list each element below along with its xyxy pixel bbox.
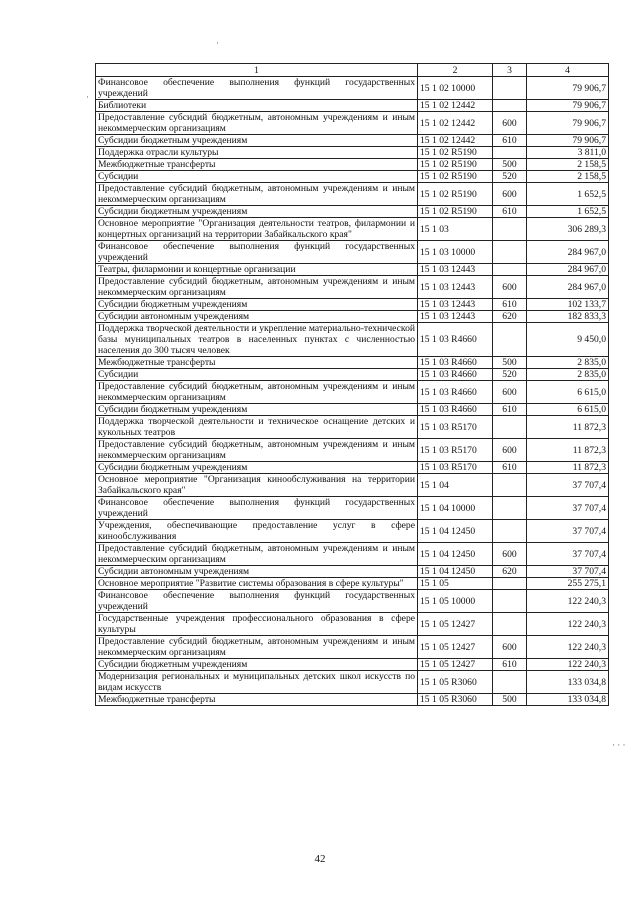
table-row [96, 381, 609, 404]
row-expense-type [493, 218, 527, 241]
row-name: Библиотеки [96, 100, 418, 112]
row-name: Субсидии [96, 369, 418, 381]
header-row [96, 64, 609, 77]
row-code: 15 1 03 12443 [418, 276, 493, 299]
row-code: 15 1 02 12442 [418, 100, 493, 112]
scan-speck: · [216, 38, 219, 48]
row-name: Государственные учреждения профессионального образования в сфере культуры [96, 613, 418, 636]
row-expense-type: 610 [493, 135, 527, 147]
row-amount: 37 707,4 [527, 520, 609, 543]
row-expense-type: 600 [493, 381, 527, 404]
row-code: 15 1 02 R5190 [418, 171, 493, 183]
row-expense-type [493, 671, 527, 694]
row-code: 15 1 04 10000 [418, 497, 493, 520]
table-row [96, 171, 609, 183]
row-expense-type: 500 [493, 694, 527, 706]
table-row [96, 566, 609, 578]
table-row [96, 671, 609, 694]
row-name: Субсидии бюджетным учреждениям [96, 462, 418, 474]
table-row [96, 183, 609, 206]
row-name: Финансовое обеспечение выполнения функций государственных учреждений [96, 497, 418, 520]
table-row [96, 590, 609, 613]
row-amount: 79 906,7 [527, 77, 609, 100]
row-amount: 2 158,5 [527, 171, 609, 183]
row-code: 15 1 04 12450 [418, 566, 493, 578]
table-row [96, 311, 609, 323]
row-expense-type: 500 [493, 159, 527, 171]
row-code: 15 1 05 12427 [418, 659, 493, 671]
row-amount: 122 240,3 [527, 659, 609, 671]
table-row [96, 135, 609, 147]
row-code: 15 1 02 R5190 [418, 183, 493, 206]
row-amount: 122 240,3 [527, 613, 609, 636]
row-code: 15 1 03 R5170 [418, 416, 493, 439]
row-amount: 2 835,0 [527, 357, 609, 369]
budget-table [95, 63, 609, 706]
row-amount: 9 450,0 [527, 323, 609, 357]
row-code: 15 1 02 R5190 [418, 147, 493, 159]
table-row [96, 276, 609, 299]
row-expense-type: 600 [493, 636, 527, 659]
row-expense-type [493, 323, 527, 357]
row-expense-type [493, 590, 527, 613]
row-name: Предоставление субсидий бюджетным, автономным учреждениям и иным некоммерческим организациям [96, 276, 418, 299]
row-amount: 6 615,0 [527, 381, 609, 404]
row-code: 15 1 03 R4660 [418, 357, 493, 369]
row-code: 15 1 03 R4660 [418, 381, 493, 404]
row-code: 15 1 04 [418, 474, 493, 497]
table-row [96, 241, 609, 264]
row-expense-type: 600 [493, 439, 527, 462]
row-amount: 79 906,7 [527, 112, 609, 135]
row-code: 15 1 04 12450 [418, 543, 493, 566]
scan-speck: · · · [612, 740, 626, 750]
row-amount: 37 707,4 [527, 474, 609, 497]
row-code: 15 1 02 R5190 [418, 159, 493, 171]
row-code: 15 1 05 12427 [418, 636, 493, 659]
row-name: Основное мероприятие "Развитие системы образования в сфере культуры" [96, 578, 418, 590]
row-name: Субсидии бюджетным учреждениям [96, 206, 418, 218]
table-row [96, 323, 609, 357]
table-row [96, 218, 609, 241]
row-name: Межбюджетные трансферты [96, 357, 418, 369]
row-amount: 11 872,3 [527, 462, 609, 474]
row-expense-type: 620 [493, 311, 527, 323]
row-amount: 79 906,7 [527, 135, 609, 147]
row-code: 15 1 03 12443 [418, 299, 493, 311]
row-expense-type: 620 [493, 566, 527, 578]
row-code: 15 1 02 10000 [418, 77, 493, 100]
row-expense-type [493, 77, 527, 100]
row-expense-type: 600 [493, 112, 527, 135]
row-code: 15 1 03 12443 [418, 264, 493, 276]
row-amount: 284 967,0 [527, 241, 609, 264]
row-amount: 11 872,3 [527, 416, 609, 439]
row-code: 15 1 03 12443 [418, 311, 493, 323]
table-row [96, 474, 609, 497]
table-row [96, 543, 609, 566]
row-expense-type [493, 264, 527, 276]
table-row [96, 357, 609, 369]
row-name: Финансовое обеспечение выполнения функций государственных учреждений [96, 77, 418, 100]
row-amount: 133 034,8 [527, 694, 609, 706]
row-code: 15 1 02 12442 [418, 135, 493, 147]
row-amount: 122 240,3 [527, 590, 609, 613]
row-amount: 79 906,7 [527, 100, 609, 112]
row-name: Предоставление субсидий бюджетным, автономным учреждениям и иным некоммерческим организациям [96, 112, 418, 135]
table-row [96, 578, 609, 590]
row-expense-type: 610 [493, 659, 527, 671]
row-expense-type: 500 [493, 357, 527, 369]
row-name: Поддержка отрасли культуры [96, 147, 418, 159]
table-row [96, 112, 609, 135]
row-name: Основное мероприятие "Организация кинообслуживания на территории Забайкальского края" [96, 474, 418, 497]
row-expense-type [493, 100, 527, 112]
row-amount: 284 967,0 [527, 276, 609, 299]
table-row [96, 159, 609, 171]
row-name: Поддержка творческой деятельности и укрепление материально-технической базы муниципальных театров в населенных пунктах с численностью населения до 300 тысяч человек [96, 323, 418, 357]
row-name: Предоставление субсидий бюджетным, автономным учреждениям и иным некоммерческим организациям [96, 439, 418, 462]
scan-speck: · [86, 92, 89, 102]
row-name: Межбюджетные трансферты [96, 159, 418, 171]
row-name: Субсидии бюджетным учреждениям [96, 404, 418, 416]
row-name: Субсидии бюджетным учреждениям [96, 299, 418, 311]
row-code: 15 1 03 R4660 [418, 323, 493, 357]
row-expense-type [493, 578, 527, 590]
row-amount: 6 615,0 [527, 404, 609, 416]
table-row [96, 439, 609, 462]
row-name: Межбюджетные трансферты [96, 694, 418, 706]
row-code: 15 1 05 12427 [418, 613, 493, 636]
row-expense-type: 600 [493, 183, 527, 206]
row-name: Предоставление субсидий бюджетным, автономным учреждениям и иным некоммерческим организациям [96, 381, 418, 404]
row-name: Театры, филармонии и концертные организации [96, 264, 418, 276]
row-code: 15 1 04 12450 [418, 520, 493, 543]
table-row [96, 404, 609, 416]
row-amount: 306 289,3 [527, 218, 609, 241]
row-expense-type: 610 [493, 462, 527, 474]
row-expense-type: 520 [493, 171, 527, 183]
row-code: 15 1 05 10000 [418, 590, 493, 613]
table-row [96, 613, 609, 636]
row-amount: 2 835,0 [527, 369, 609, 381]
table-row [96, 299, 609, 311]
row-expense-type: 610 [493, 404, 527, 416]
row-amount: 2 158,5 [527, 159, 609, 171]
row-name: Модернизация региональных и муниципальных детских школ искусств по видам искусств [96, 671, 418, 694]
row-expense-type: 610 [493, 299, 527, 311]
table-row [96, 636, 609, 659]
row-code: 15 1 03 R5170 [418, 462, 493, 474]
row-code: 15 1 03 R4660 [418, 404, 493, 416]
row-expense-type [493, 497, 527, 520]
row-amount: 3 811,0 [527, 147, 609, 159]
row-code: 15 1 03 [418, 218, 493, 241]
row-amount: 11 872,3 [527, 439, 609, 462]
header-col-4: 4 [527, 64, 609, 77]
row-name: Субсидии автономным учреждениям [96, 311, 418, 323]
table-row [96, 497, 609, 520]
row-name: Финансовое обеспечение выполнения функций государственных учреждений [96, 590, 418, 613]
row-name: Основное мероприятие "Организация деятельности театров, филармонии и концертных организаций на территории Забайкальского края" [96, 218, 418, 241]
row-name: Субсидии автономным учреждениям [96, 566, 418, 578]
table-row [96, 147, 609, 159]
row-expense-type [493, 520, 527, 543]
row-amount: 37 707,4 [527, 543, 609, 566]
header-col-3: 3 [493, 64, 527, 77]
table-row [96, 659, 609, 671]
row-expense-type [493, 147, 527, 159]
row-expense-type: 600 [493, 543, 527, 566]
row-amount: 102 133,7 [527, 299, 609, 311]
row-code: 15 1 05 [418, 578, 493, 590]
row-amount: 37 707,4 [527, 566, 609, 578]
table-row [96, 520, 609, 543]
row-code: 15 1 03 R4660 [418, 369, 493, 381]
row-name: Субсидии бюджетным учреждениям [96, 659, 418, 671]
row-expense-type [493, 613, 527, 636]
row-amount: 133 034,8 [527, 671, 609, 694]
row-code: 15 1 03 R5170 [418, 439, 493, 462]
row-amount: 284 967,0 [527, 264, 609, 276]
row-expense-type: 600 [493, 276, 527, 299]
row-expense-type [493, 416, 527, 439]
row-code: 15 1 05 R3060 [418, 671, 493, 694]
table-row [96, 100, 609, 112]
row-name: Предоставление субсидий бюджетным, автономным учреждениям и иным некоммерческим организациям [96, 183, 418, 206]
page-number: 42 [314, 853, 326, 865]
row-expense-type [493, 241, 527, 264]
row-expense-type [493, 474, 527, 497]
row-name: Поддержка творческой деятельности и техническое оснащение детских и кукольных театров [96, 416, 418, 439]
row-name: Субсидии [96, 171, 418, 183]
table-row [96, 694, 609, 706]
row-amount: 255 275,1 [527, 578, 609, 590]
row-name: Финансовое обеспечение выполнения функций государственных учреждений [96, 241, 418, 264]
row-name: Предоставление субсидий бюджетным, автономным учреждениям и иным некоммерческим организациям [96, 636, 418, 659]
row-amount: 182 833,3 [527, 311, 609, 323]
row-code: 15 1 03 10000 [418, 241, 493, 264]
table-row [96, 264, 609, 276]
header-col-2: 2 [418, 64, 493, 77]
row-name: Предоставление субсидий бюджетным, автономным учреждениям и иным некоммерческим организациям [96, 543, 418, 566]
row-code: 15 1 02 12442 [418, 112, 493, 135]
table-row [96, 369, 609, 381]
row-amount: 37 707,4 [527, 497, 609, 520]
row-expense-type: 610 [493, 206, 527, 218]
row-name: Субсидии бюджетным учреждениям [96, 135, 418, 147]
row-amount: 1 652,5 [527, 183, 609, 206]
table-row [96, 462, 609, 474]
row-amount: 1 652,5 [527, 206, 609, 218]
row-amount: 122 240,3 [527, 636, 609, 659]
table-row [96, 206, 609, 218]
row-name: Учреждения, обеспечивающие предоставление услуг в сфере кинообслуживания [96, 520, 418, 543]
table-row [96, 416, 609, 439]
header-col-1: 1 [96, 64, 418, 77]
row-expense-type: 520 [493, 369, 527, 381]
row-code: 15 1 02 R5190 [418, 206, 493, 218]
row-code: 15 1 05 R3060 [418, 694, 493, 706]
table-row [96, 77, 609, 100]
